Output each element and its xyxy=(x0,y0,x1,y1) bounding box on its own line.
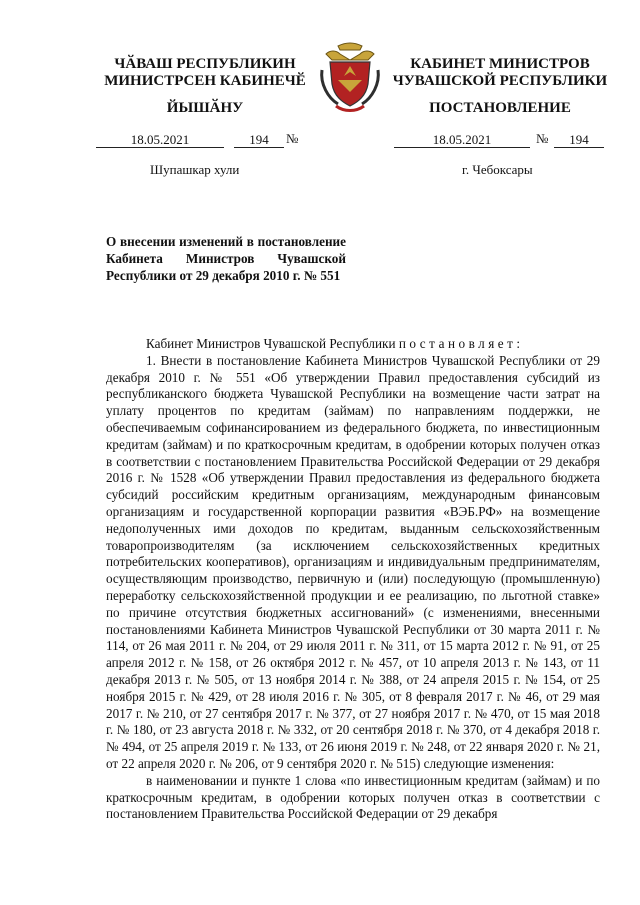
paragraph-2: в наименовании и пункте 1 слова «по инвестиционным кредитам (займам) и по краткосрочным кредитам, в одобрении которых получен отказ в соответствии с постановлением Правительства Российской Федерации от 29 декабря xyxy=(106,772,600,822)
preamble xyxy=(106,336,600,353)
left-org-line1: ЧӐВАШ РЕСПУБЛИКИН xyxy=(114,56,296,72)
document-body xyxy=(106,336,600,823)
right-registration xyxy=(394,132,604,148)
left-org-line2: МИНИСТРСЕН КАБИНЕЧӖ xyxy=(104,73,306,89)
document-subject: О внесении изменений в постановление Кабинета Министров Чувашской Республики от 29 декабря 2010 г. № 551 xyxy=(106,234,346,283)
right-org-line2: ЧУВАШСКОЙ РЕСПУБЛИКИ xyxy=(392,73,608,89)
left-doc-type: ЙЫШӐНУ xyxy=(166,100,244,116)
left-number: 194 xyxy=(234,132,284,148)
chuvash-coat-of-arms-icon xyxy=(318,40,382,112)
place-left: Шупашкар хули xyxy=(150,162,240,177)
right-number: 194 xyxy=(554,132,604,148)
preamble-text: Кабинет Министров Чувашской Республики xyxy=(146,336,396,351)
paragraph-1: 1. Внести в постановление Кабинета Министров Чувашской Республики от 29 декабря 2010 г. № 551 «Об утверждении Правил предоставления субсидий из республиканского бюджета Чувашской Республики на возмещение части затрат на уплату процентов по кредитам (займам) по направлениям поддержки, не обеспечиваемым софинансированием из федерального бюджета, по инвестиционным кредитам (займам) и по краткосрочным кредитам, в одобрении которых получен отказ в соответствии с постановлением Правительства Российской Федерации от 29 декабря 2016 г. № 1528 «Об утверждении Правил предоставления из федерального бюджета субсидий российским кредитным организациям, международным финансовым организациям и государственной корпорации развития «ВЭБ.РФ» на возмещение недополученных ими доходов по кредитам, выданным сельскохозяйственным товаропроизводителям (за исключением сельскохозяйственных кредитных потребительских кооперативов), организациям и индивидуальным предпринимателям, осуществляющим производство, первичную и (или) последующую (промышленную) переработку сельскохозяйственной продукции и ее реализацию, по льготной ставке» по причине отсутствия бюджетных ассигнований» (с изменениями, внесенными постановлениями Кабинета Министров Чувашской Республики от 30 марта 2011 г. № 114, от 26 мая 2011 г. № 204, от 29 июля 2011 г. № 311, от 15 марта 2012 г. № 91, от 25 апреля 2012 г. № 158, от 26 октября 2012 г. № 457, от 10 апреля 2013 г. № 143, от 11 декабря 2013 г. № 505, от 13 ноября 2014 г. № 388, от 24 апреля 2015 г. № 154, от 25 ноября 2015 г. № 429, от 28 июля 2016 г. № 305, от 8 февраля 2017 г. № 46, от 29 мая 2017 г. № 210, от 27 сентября 2017 г. № 377, от 27 ноября 2017 г. № 470, от 15 мая 2018 г. № 180, от 23 августа 2018 г. № 332, от 20 сентября 2018 г. № 370, от 4 декабря 2018 г. № 494, от 25 апреля 2019 г. № 133, от 26 июня 2019 г. № 248, от 22 января 2020 г. № 21, от 22 апреля 2020 г. № 206, от 9 сентября 2020 г. № 515) следующие изменения: xyxy=(106,352,600,771)
right-org-line1: КАБИНЕТ МИНИСТРОВ xyxy=(410,56,590,72)
left-number-sign: № xyxy=(286,131,299,146)
left-date: 18.05.2021 xyxy=(96,132,224,148)
left-registration xyxy=(96,132,336,148)
place-right: г. Чебоксары xyxy=(462,162,533,177)
right-number-sign: № xyxy=(536,131,549,146)
preamble-verb: постановляет: xyxy=(398,336,524,351)
left-header xyxy=(90,56,320,90)
right-date: 18.05.2021 xyxy=(394,132,530,148)
right-doc-type: ПОСТАНОВЛЕНИЕ xyxy=(429,100,571,116)
right-header xyxy=(385,56,615,90)
